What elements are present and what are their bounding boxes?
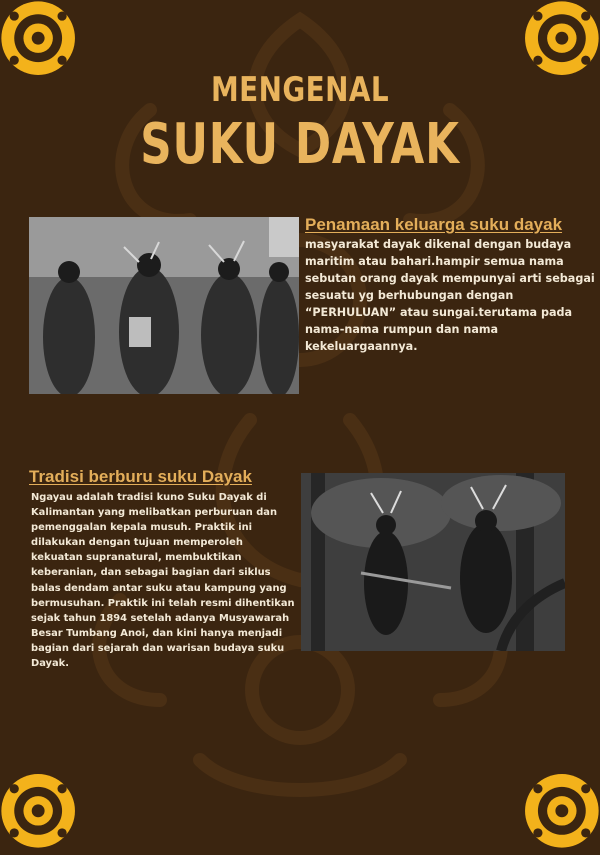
corner-ornament-bottom-left-icon xyxy=(0,763,86,855)
section1-heading: Penamaan keluarga suku dayak xyxy=(305,215,563,234)
section2-heading: Tradisi berburu suku Dayak xyxy=(29,467,252,486)
title-mengenal: MENGENAL xyxy=(210,70,390,110)
section2-body: Ngayau adalah tradisi kuno Suku Dayak di Kalimantan yang melibatkan perburuan dan pemenggalan kepala musuh. Praktik ini dilakukan dengan tujuan memperoleh kekuatan supranatural, membuktikan keberanian, dan sebagai bagian dari siklus balas dendam antar suku atau kampung yang bermusuhan. Praktik ini telah resmi dihentikan sejak tahun 1894 setelah adanya Musyawarah Besar Tumbang Anoi, dan kini hanya menjadi bagian dari sejarah dan warisan budaya suku Dayak. xyxy=(31,492,295,670)
dayak-group-photo xyxy=(29,217,299,394)
dayak-hunting-photo xyxy=(301,473,565,651)
corner-ornament-bottom-right-icon xyxy=(514,763,600,855)
title-suku-dayak: SUKU DAYAK xyxy=(140,112,460,177)
section1-body: masyarakat dayak dikenal dengan budaya maritim atau bahari.hampir semua nama sebutan orang dayak mempunyai arti sebagai sesuatu yg berhubungan dengan “PERHULUAN” atau sungai.terutama pada nama-nama rumpun dan nama kekeluargaannya. xyxy=(305,238,595,353)
